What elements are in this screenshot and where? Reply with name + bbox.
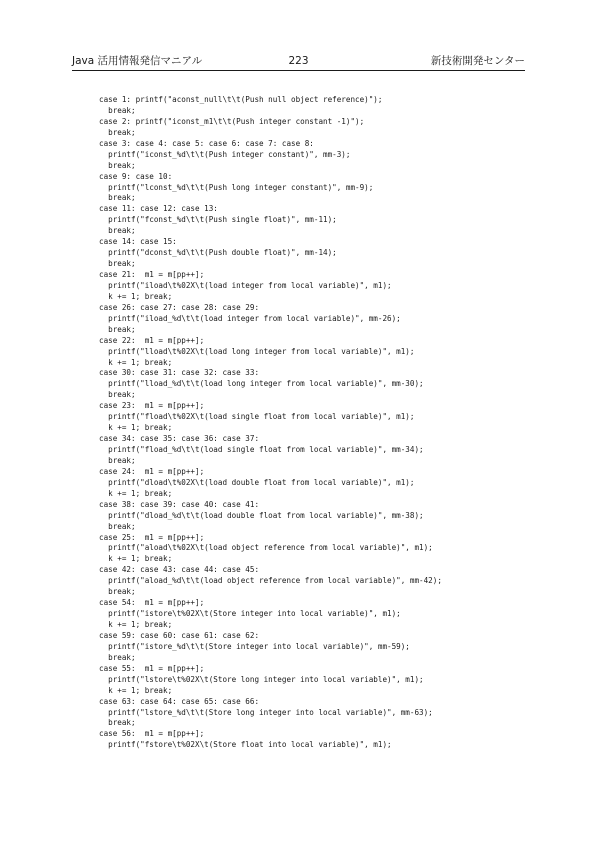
code-line: printf("istore_%d\t\t(Store integer into local variable)", mm-59); bbox=[99, 641, 410, 651]
code-line: printf("iload\t%02X\t(load integer from local variable)", m1); bbox=[99, 280, 392, 290]
code-line: case 34: case 35: case 36: case 37: bbox=[99, 434, 260, 444]
code-line: case 24: m1 = m[pp++]; bbox=[99, 466, 205, 476]
code-line: printf("iload_%d\t\t(load integer from local variable)", mm-26); bbox=[99, 313, 401, 323]
code-line: case 3: case 4: case 5: case 6: case 7: case 8: bbox=[99, 138, 314, 148]
code-listing bbox=[99, 95, 442, 751]
code-line: k += 1; break; bbox=[99, 554, 173, 564]
code-line: break; bbox=[99, 521, 136, 531]
code-line: printf("fload\t%02X\t(load single float from local variable)", m1); bbox=[99, 412, 415, 422]
code-line: printf("dconst_%d\t\t(Push double float)", mm-14); bbox=[99, 248, 337, 258]
code-line: k += 1; break; bbox=[99, 620, 173, 629]
code-line: printf("fconst_%d\t\t(Push single float)", mm-11); bbox=[99, 215, 337, 225]
code-line: case 26: case 27: case 28: case 29: bbox=[99, 302, 260, 312]
code-line: printf("lstore\t%02X\t(Store long integer into local variable)", m1); bbox=[99, 674, 424, 684]
code-line: case 55: m1 = m[pp++]; bbox=[99, 663, 205, 673]
code-line: case 11: case 12: case 13: bbox=[99, 204, 218, 214]
code-line: k += 1; break; bbox=[99, 488, 173, 498]
code-line: k += 1; break; bbox=[99, 357, 173, 367]
code-line: break; bbox=[99, 390, 136, 400]
code-line: break; bbox=[99, 587, 136, 597]
code-line: printf("fload_%d\t\t(load single float from local variable)", mm-34); bbox=[99, 445, 424, 454]
code-line: break; bbox=[99, 193, 136, 203]
header-organization: 新技術開発センター bbox=[430, 55, 525, 67]
code-line: case 22: m1 = m[pp++]; bbox=[99, 335, 205, 345]
code-line: break; bbox=[99, 160, 136, 170]
code-line: case 56: m1 = m[pp++]; bbox=[99, 729, 205, 739]
page-number: 223 bbox=[288, 55, 309, 67]
code-line: printf("lload_%d\t\t(load long integer from local variable)", mm-30); bbox=[99, 379, 424, 389]
code-line: break; bbox=[99, 127, 136, 137]
code-line: k += 1; break; bbox=[99, 685, 173, 695]
code-line: case 23: m1 = m[pp++]; bbox=[99, 401, 205, 411]
code-line: k += 1; break; bbox=[99, 423, 173, 433]
code-line: case 2: printf("iconst_m1\t\t(Push integer constant -1)"); bbox=[99, 116, 365, 126]
code-line: case 1: printf("aconst_null\t\t(Push null object reference)"); bbox=[99, 95, 383, 104]
code-line: printf("lload\t%02X\t(load long integer from local variable)", m1); bbox=[99, 346, 415, 356]
code-line: case 9: case 10: bbox=[99, 171, 173, 181]
code-line: k += 1; break; bbox=[99, 291, 173, 301]
code-line: printf("aload_%d\t\t(load object reference from local variable)", mm-42); bbox=[99, 576, 442, 586]
code-line: case 42: case 43: case 44: case 45: bbox=[99, 565, 260, 575]
header-title: Java 活用情報発信マニアル bbox=[72, 55, 203, 67]
code-line: printf("iconst_%d\t\t(Push integer constant)", mm-3); bbox=[99, 149, 351, 159]
code-line: case 30: case 31: case 32: case 33: bbox=[99, 368, 260, 378]
code-line: printf("dload\t%02X\t(load double float from local variable)", m1); bbox=[99, 477, 415, 487]
code-line: break; bbox=[99, 324, 136, 334]
code-line: printf("dload_%d\t\t(load double float from local variable)", mm-38); bbox=[99, 510, 424, 520]
code-line: case 21: m1 = m[pp++]; bbox=[99, 270, 205, 279]
code-line: case 38: case 39: case 40: case 41: bbox=[99, 499, 260, 509]
code-line: case 14: case 15: bbox=[99, 237, 177, 247]
page-header bbox=[72, 53, 525, 69]
code-line: case 25: m1 = m[pp++]; bbox=[99, 532, 205, 542]
code-line: break; bbox=[99, 718, 136, 728]
code-line: break; bbox=[99, 259, 136, 269]
code-line: break; bbox=[99, 652, 136, 662]
code-line: printf("aload\t%02X\t(load object reference from local variable)", m1); bbox=[99, 543, 433, 553]
code-line: case 59: case 60: case 61: case 62: bbox=[99, 630, 260, 640]
code-line: break; bbox=[99, 455, 136, 465]
code-line: printf("lstore_%d\t\t(Store long integer into local variable)", mm-63); bbox=[99, 707, 433, 717]
code-line: break; bbox=[99, 105, 136, 115]
code-line: case 54: m1 = m[pp++]; bbox=[99, 598, 205, 608]
code-line: printf("fstore\t%02X\t(Store float into local variable)", m1); bbox=[99, 740, 392, 750]
header-rule bbox=[72, 70, 525, 71]
code-line: break; bbox=[99, 226, 136, 236]
code-line: printf("lconst_%d\t\t(Push long integer constant)", mm-9); bbox=[99, 182, 374, 192]
code-line: case 63: case 64: case 65: case 66: bbox=[99, 696, 260, 706]
code-line: printf("istore\t%02X\t(Store integer into local variable)", m1); bbox=[99, 609, 401, 619]
